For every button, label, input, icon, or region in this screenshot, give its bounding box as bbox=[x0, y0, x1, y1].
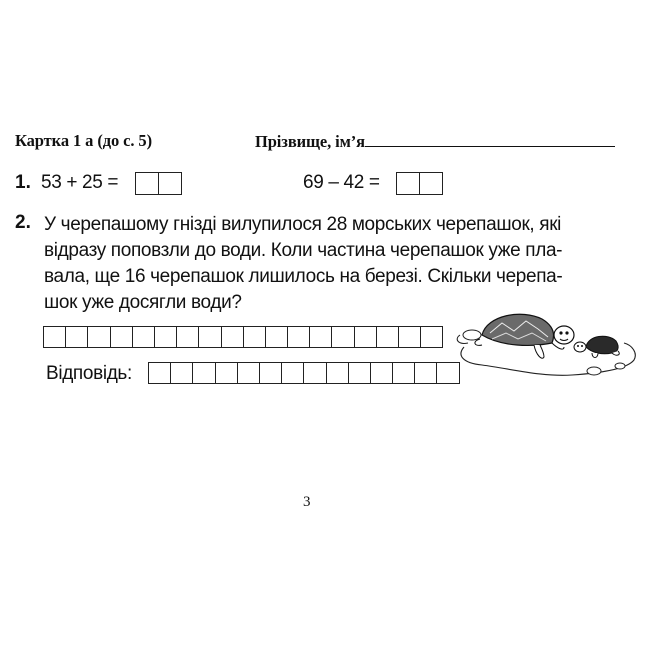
answer-boxes[interactable] bbox=[148, 362, 460, 384]
solution-box-7[interactable] bbox=[177, 326, 199, 348]
answer-b-boxes[interactable] bbox=[396, 172, 443, 195]
solution-box-16[interactable] bbox=[377, 326, 399, 348]
answer-box-1[interactable] bbox=[149, 362, 171, 384]
answer-box-3[interactable] bbox=[193, 362, 215, 384]
answer-box-8[interactable] bbox=[304, 362, 326, 384]
solution-box-3[interactable] bbox=[88, 326, 110, 348]
task1-number-text: 1. bbox=[15, 172, 31, 193]
task2-text bbox=[44, 212, 562, 316]
answer-box-4[interactable] bbox=[216, 362, 238, 384]
answer-box-6[interactable] bbox=[260, 362, 282, 384]
answer-label bbox=[46, 363, 132, 385]
expression-b-text: 69 – 42 = bbox=[303, 172, 380, 193]
name-field[interactable] bbox=[255, 131, 615, 152]
task2-line-2: відразу поповзли до води. Коли частина черепашок уже пла- bbox=[44, 240, 563, 261]
task2-number bbox=[15, 212, 31, 234]
answer-b-box-1[interactable] bbox=[397, 172, 420, 195]
task1-number bbox=[15, 172, 31, 194]
answer-a-box-1[interactable] bbox=[136, 172, 159, 195]
answer-box-11[interactable] bbox=[371, 362, 393, 384]
solution-box-8[interactable] bbox=[199, 326, 221, 348]
name-input-line[interactable] bbox=[365, 131, 615, 147]
solution-box-4[interactable] bbox=[111, 326, 133, 348]
card-title bbox=[15, 131, 152, 151]
solution-box-1[interactable] bbox=[44, 326, 66, 348]
solution-box-15[interactable] bbox=[355, 326, 377, 348]
solution-box-2[interactable] bbox=[66, 326, 88, 348]
solution-box-14[interactable] bbox=[332, 326, 354, 348]
answer-b-box-2[interactable] bbox=[420, 172, 443, 195]
answer-box-10[interactable] bbox=[349, 362, 371, 384]
turtles-illustration bbox=[452, 305, 647, 385]
answer-box-2[interactable] bbox=[171, 362, 193, 384]
task1-expression-b bbox=[303, 172, 380, 194]
expression-a-text: 53 + 25 = bbox=[41, 172, 119, 193]
page-number-text: 3 bbox=[303, 494, 311, 510]
answer-box-12[interactable] bbox=[393, 362, 415, 384]
solution-box-12[interactable] bbox=[288, 326, 310, 348]
card-label: Картка 1 а (до с. 5) bbox=[15, 131, 152, 150]
task2-line-4: шок уже досягли води? bbox=[44, 292, 242, 313]
turtle-icon bbox=[452, 305, 647, 385]
solution-box-18[interactable] bbox=[421, 326, 443, 348]
solution-box-11[interactable] bbox=[266, 326, 288, 348]
solution-box-10[interactable] bbox=[244, 326, 266, 348]
solution-box-9[interactable] bbox=[222, 326, 244, 348]
answer-a-box-2[interactable] bbox=[159, 172, 182, 195]
task2-line-1: У черепашому гнізді вилупилося 28 морських черепашок, які bbox=[44, 214, 562, 235]
solution-boxes[interactable] bbox=[43, 326, 443, 348]
answer-box-13[interactable] bbox=[415, 362, 437, 384]
solution-box-17[interactable] bbox=[399, 326, 421, 348]
answer-box-5[interactable] bbox=[238, 362, 260, 384]
solution-box-6[interactable] bbox=[155, 326, 177, 348]
solution-box-13[interactable] bbox=[310, 326, 332, 348]
solution-box-5[interactable] bbox=[133, 326, 155, 348]
task1-expression-a bbox=[41, 172, 118, 194]
name-label: Прізвище, ім’я bbox=[255, 132, 365, 151]
task2-line-3: вала, ще 16 черепашок лишилось на березі. Скільки черепа- bbox=[44, 266, 563, 287]
answer-label-text: Відповідь: bbox=[46, 363, 132, 384]
answer-box-9[interactable] bbox=[327, 362, 349, 384]
answer-a-boxes[interactable] bbox=[135, 172, 182, 195]
task2-number-text: 2. bbox=[15, 212, 31, 233]
answer-box-7[interactable] bbox=[282, 362, 304, 384]
page-number bbox=[303, 494, 311, 511]
